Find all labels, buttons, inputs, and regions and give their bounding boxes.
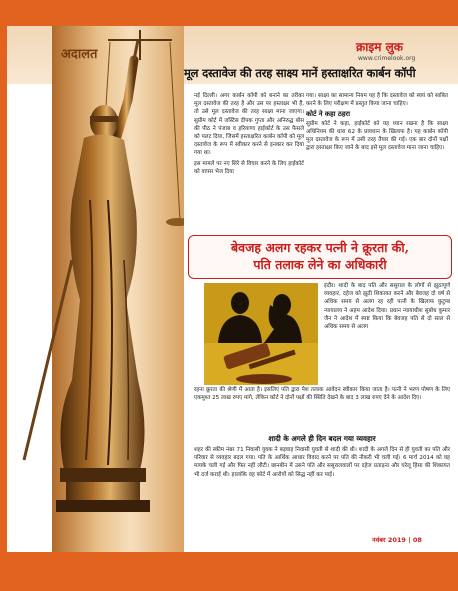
paragraph: गया। साक्ष्य का सामान्य नियम यह है कि दस्तावेज को स्वयं को साबित करने के लिए परीक्षण में प्रस्तुत किया जाना चाहिए। [306, 93, 448, 108]
couple-gavel-photo [204, 283, 318, 385]
article-column-4 [194, 446, 450, 481]
paragraph: शहर की स्कीम नंबर 71 निवासी युवक ने बड़वाह निवासी युवती से शादी की थी। शादी के अगले दिन से ही युवती का पति और परिवार से व्यवहार बदल गया। पति के आर्थिक आधार विवाद करने पर पति की नौकरी भी चली गई। 6 मार्च 2014 को वह मायके चली गई और फिर नहीं लौटी। छानबीन में उसने पति और ससुरालवालों पर दहेज प्रताड़ना और घरेलू हिंसा की शिकायत भी दर्ज कराई थी। हालांकि वह कोर्ट में आरोपों को सिद्ध नहीं कर पाई। [194, 447, 450, 478]
pull-quote-line-1: बेवजह अलग रहकर पत्नी ने क्रूरता की, [231, 240, 409, 255]
page-folio: नवंबर 2019 | 08 [372, 536, 422, 544]
subheading: कोर्ट ने कहा ठहरा [306, 110, 350, 119]
brand-logo: क्राइम लुक [356, 40, 403, 54]
paragraph: रहना क्रूरता की श्रेणी में आता है। इसलिए पति द्वारा पेश तलाक आवेदन स्वीकार किया जाता है। पत्नी ने भरण पोषण के लिए एकमुश्त 25 लाख रुपए मांगे, लेकिन कोर्ट ने दोनों पक्षों की स्थिति देखने के बाद 3 लाख रुपए देने के आदेश दिए। [194, 387, 450, 402]
bottom-orange-bar [0, 552, 458, 591]
pull-quote-line-2: पति तलाक लेने का अधिकारी [253, 257, 387, 272]
pull-quote-box [188, 235, 452, 279]
article-column-1 [194, 92, 304, 178]
article-column-2 [306, 92, 448, 154]
subheading-2: शादी के अगले ही दिन बदल गया व्यवहार [268, 434, 376, 443]
paragraph: इस मामले पर नए सिरे से विचार करने के लिए हाईकोर्ट को वापस भेज दिया [194, 160, 304, 175]
article-column-3 [324, 282, 450, 333]
paragraph: नई दिल्ली। अगर कार्बन कॉपी को बनाने का तरीका मूल दस्तावेज की तरह है और उस पर हस्ताक्षर भी हैं, तो उसे मूल दस्तावेज की तरह साक्ष्य माना जाएगा। सुप्रीम कोर्ट में जस्टिस दीपक गुप्ता और अनिरुद्ध बोस की पीठ ने पंजाब व हरियाणा हाईकोर्ट के उस फैसले को पलट दिया, जिसमें हस्ताक्षरित कार्बन कॉपी को मूल दस्तावेज के रूप में स्वीकार करने से इनकार कर दिया गया था। [194, 93, 304, 157]
lady-justice-statue-image [0, 0, 184, 591]
section-label: अदालत [61, 47, 98, 62]
article-wide-paragraph [194, 386, 450, 404]
paragraph: इंदौर। शादी के बाद पति और ससुराल के लोगों से झूठापूर्ण व्यवहार, दहेज को झूठी शिकायत करने और बेवजह दो वर्ष से अधिक समय से अलग रह रही पत्नी के खिलाफ कुटुम्ब न्यायालय ने अहम आदेश दिया। प्रधान न्यायाधीश सुबोध कुमार जैन ने आदेश में स्पष्ट किया कि बेवजह पति से दो साल से अधिक समय से अलग [324, 283, 450, 331]
paragraph: सुप्रीम कोर्ट ने कहा, हाईकोर्ट को यह ध्यान रखना है कि साक्ष्य अधिनियम की धारा 62 के प्रावधान के खिलाफ है। यह कार्बन कॉपी मूल दस्तावेज के रूप में उसी तरह तैयार की गई। एक बार दोनों पक्षों द्वारा हस्ताक्षर किए जाने के बाद इसे मूल दस्तावेज माना जाना चाहिए। [306, 120, 448, 152]
article-headline: मूल दस्तावेज की तरह साक्ष्य मानें हस्ताक्षरित कार्बन कॉपी [184, 66, 416, 80]
website-url: www.crimelook.org [358, 55, 416, 62]
